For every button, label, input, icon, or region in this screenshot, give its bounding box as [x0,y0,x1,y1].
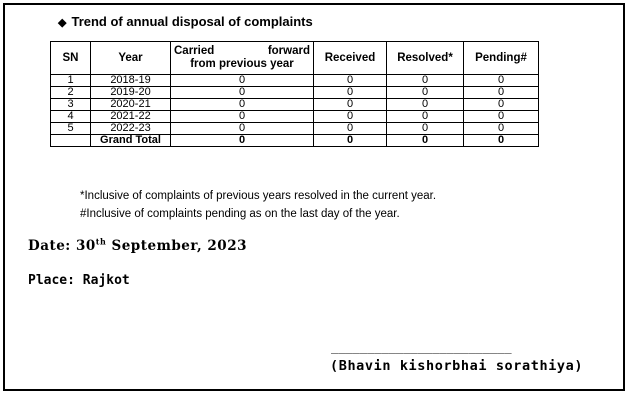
table-row [51,111,539,123]
header-year: Year [91,42,171,75]
cell-received: 0 [314,99,387,111]
table-row [51,123,539,135]
date-line [28,238,247,254]
footnote-resolved: *Inclusive of complaints of previous years resolved in the current year. [80,190,437,202]
cell-year: 2021-22 [91,111,171,123]
cell-year: 2019-20 [91,87,171,99]
place-line: Place: Rajkot [28,273,130,288]
header-sn: SN [51,42,91,75]
total-carried: 0 [171,135,314,147]
cell-pending: 0 [464,87,539,99]
cell-carried: 0 [171,87,314,99]
table-row [51,99,539,111]
table-row [51,75,539,87]
cell-sn: 4 [51,111,91,123]
cell-carried: 0 [171,99,314,111]
cell-resolved: 0 [387,123,464,135]
cell-year: 2020-21 [91,99,171,111]
header-carried-line1: Carried forward [174,45,310,57]
grand-total-row [51,135,539,147]
cell-pending: 0 [464,111,539,123]
cell-sn: 3 [51,99,91,111]
date-rest: September, 2023 [106,238,247,254]
date-prefix: Date: 30 [28,238,96,254]
cell-year: 2018-19 [91,75,171,87]
cell-received: 0 [314,75,387,87]
total-received: 0 [314,135,387,147]
header-resolved: Resolved* [387,42,464,75]
cell-received: 0 [314,87,387,99]
total-resolved: 0 [387,135,464,147]
cell-carried: 0 [171,111,314,123]
cell-sn: 5 [51,123,91,135]
cell-resolved: 0 [387,111,464,123]
date-ordinal: th [95,236,107,247]
signatory-name: (Bhavin kishorbhai sorathiya) [330,358,584,374]
cell-pending: 0 [464,75,539,87]
header-carried-forward [171,42,314,75]
total-pending: 0 [464,135,539,147]
diamond-bullet-icon: ◆ [58,17,67,29]
cell-carried: 0 [171,75,314,87]
table-row [51,87,539,99]
table-header-row [51,42,539,75]
cell-resolved: 0 [387,99,464,111]
cell-sn: 2 [51,87,91,99]
section-title-text: Trend of annual disposal of complaints [71,14,313,29]
cell-pending: 0 [464,99,539,111]
cell-resolved: 0 [387,75,464,87]
grand-total-label: Grand Total [91,135,171,147]
cell-sn: 1 [51,75,91,87]
cell-year: 2022-23 [91,123,171,135]
complaints-table [50,41,539,147]
cell-received: 0 [314,123,387,135]
header-pending: Pending# [464,42,539,75]
cell-carried: 0 [171,123,314,135]
footnote-pending: #Inclusive of complaints pending as on the last day of the year. [80,208,400,220]
section-title [58,14,313,29]
cell-pending: 0 [464,123,539,135]
header-received: Received [314,42,387,75]
cell-resolved: 0 [387,87,464,99]
cell-sn-empty [51,135,91,147]
header-carried-line2: from previous year [190,58,294,70]
cell-received: 0 [314,111,387,123]
signature-line: _________________________ [331,340,512,354]
